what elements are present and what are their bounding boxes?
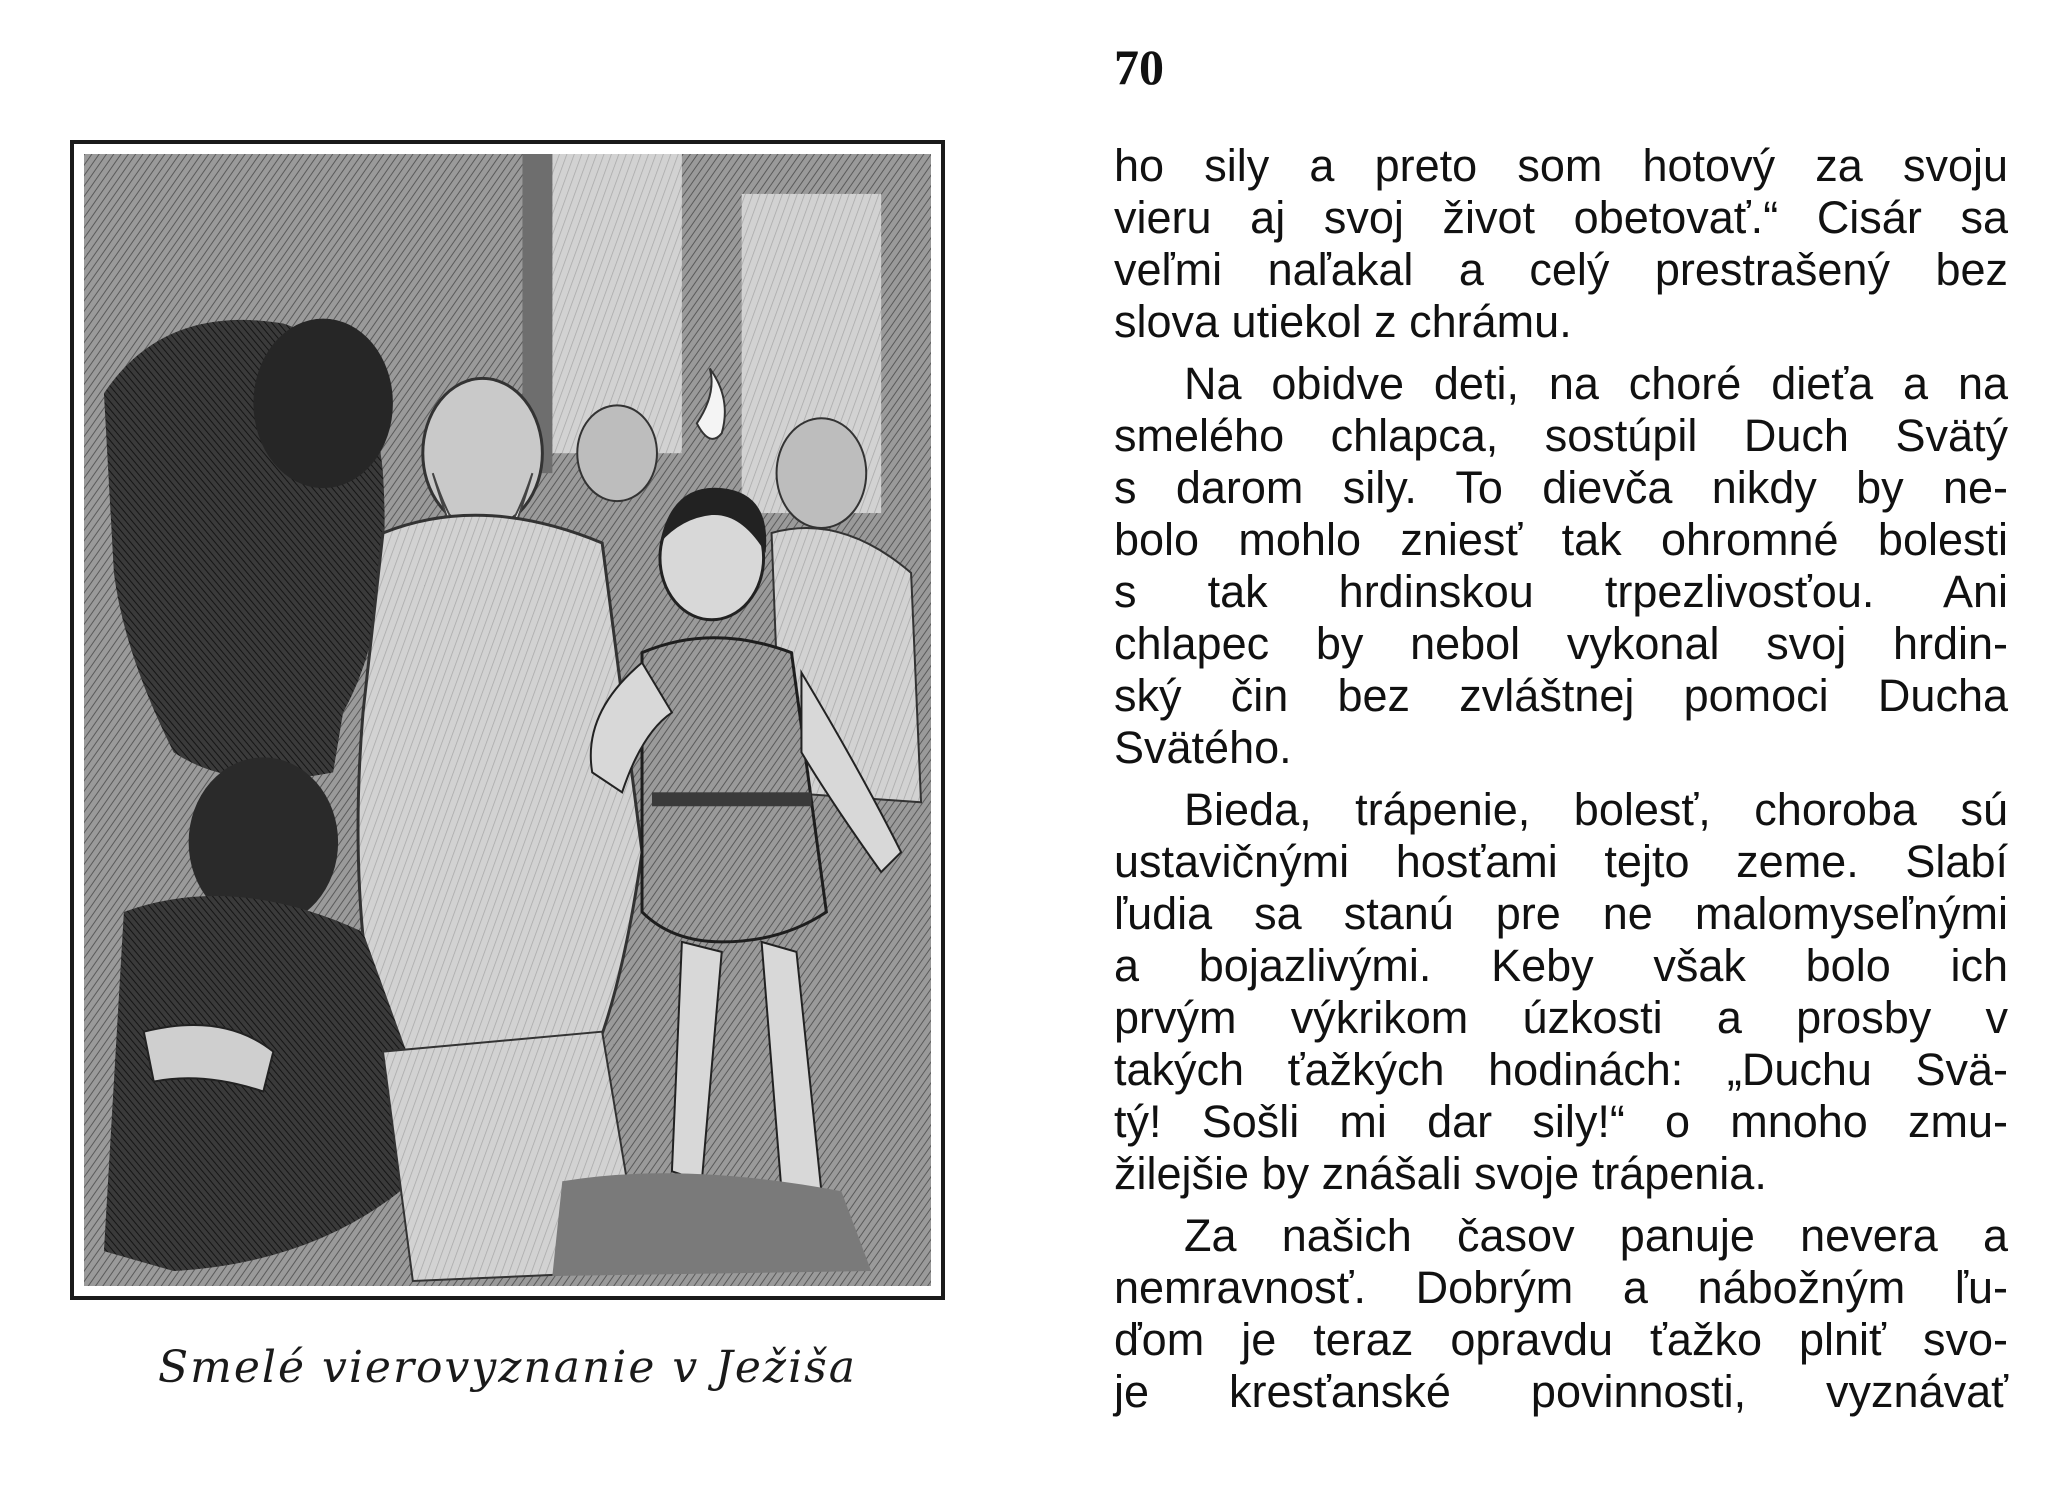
illustration-plate [70,140,945,1300]
text-line: veľmi naľakal a celý prestrašený bez [1114,244,2008,295]
text-line: tý! Sošli mi dar sily!“ o mnoho zmu- [1114,1096,2008,1147]
text-line: je kresťanské povinnosti, vyznávať [1114,1366,2008,1417]
text-line: prvým výkrikom úzkosti a prosby v [1114,992,2008,1043]
page-number: 70 [1114,39,1164,95]
paragraph-1 [1114,140,2008,348]
text-line: chlapec by nebol vykonal svoj hrdin- [1114,618,2008,669]
text-line: bolo mohlo zniesť tak ohromné bolesti [1114,514,2008,565]
text-body [1114,140,2008,1428]
paragraph-2 [1114,358,2008,774]
text-line: vieru aj svoj život obetovať.“ Cisár sa [1114,192,2008,243]
text-line: Na obidve deti, na choré dieťa a na [1184,358,2008,409]
text-line: a bojazlivými. Keby však bolo ich [1114,940,2008,991]
text-line: smelého chlapca, sostúpil Duch Svätý [1114,410,2008,461]
text-line: ho sily a preto som hotový za svoju [1114,140,2008,191]
text-line: s darom sily. To dievča nikdy by ne- [1114,462,2008,513]
text-line: nemravnosť. Dobrým a nábožným ľu- [1114,1262,2008,1313]
text-line: žilejšie by znášali svoje trápenia. [1114,1148,1767,1199]
paragraph-4 [1114,1210,2008,1418]
text-line: slova utiekol z chrámu. [1114,296,1572,347]
text-line: ľudia sa stanú pre ne malomyseľnými [1114,888,2008,939]
text-line: Za našich časov panuje nevera a [1184,1210,2008,1261]
illustration-caption: Smelé vierovyznanie v Ježiša [158,1342,857,1393]
engraving-illustration [84,154,931,1286]
text-line: Bieda, trápenie, bolesť, choroba sú [1184,784,2008,835]
text-line: s tak hrdinskou trpezlivosťou. Ani [1114,566,2008,617]
text-line: Svätého. [1114,722,1292,773]
paragraph-3 [1114,784,2008,1200]
text-line: ustavičnými hosťami tejto zeme. Slabí [1114,836,2008,887]
right-page [1024,0,2048,1500]
text-line: ďom je teraz opravdu ťažko plniť svo- [1114,1314,2008,1365]
text-line: ský čin bez zvláštnej pomoci Ducha [1114,670,2008,721]
text-line: takých ťažkých hodinách: „Duchu Svä- [1114,1044,2008,1095]
